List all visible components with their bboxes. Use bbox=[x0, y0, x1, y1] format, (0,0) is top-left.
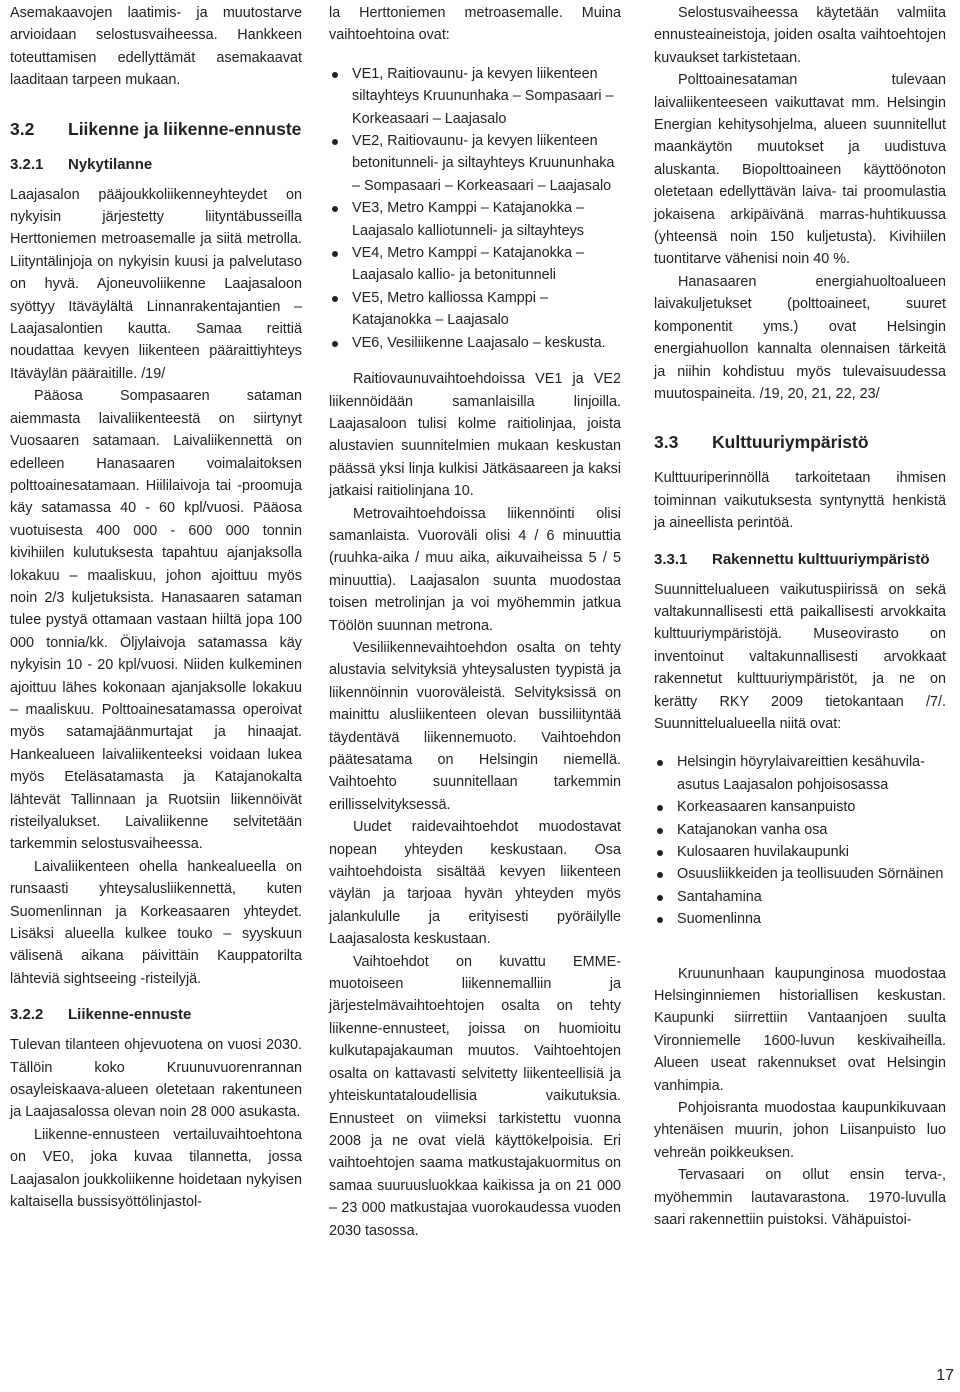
paragraph-vesi: Vesiliikennevaihtoehdon osalta on tehty alustavia selvityksiä yhteysalusten tyypistä ja liikennöinnin vuoroväleistä. Selvityksissä on mainittu alusliikenteen olevan bussiliityntää täydentävä liikennemuoto. Vaihtoehdon päätesatama on Helsingin niemellä. Vaihtoehto suunnitellaan tarkemmin erillisselvityksessä. bbox=[329, 639, 621, 813]
list-item: Santahamina bbox=[654, 886, 946, 908]
paragraph-nykytilanne: Laajasalon pääjoukkoliikenneyhteydet on nykyisin järjestetty liityntäbusseilla Herttoniemen metroasemalle ja siitä metrolla. Liityntälinjoja on nykyisin kuusi ja palvelutaso on hyvä. Ajoneuvoliikenne Laajasaloon syöttyy Itäväylältä Linnanrakentajantien – Laajasalontien kautta. Samaa reittiä noudattaa kevyen liikenteen pääraittiyhteys Itäväylän pääraitille. /19/ bbox=[10, 186, 302, 382]
paragraph-rakennettu: Suunnittelualueen vaikutuspiirissä on sekä valtakunnallisesti että paikallisesti arvokkaita kulttuuriympäristöjä. Museovirasto on inventoinut valtakunnallisesti arvokkaat rakennetut kulttuuriympäristöt, ja ne on kerätty RKY 2009 tietokantaan /7/. Suunnittelualueella niitä ovat: bbox=[654, 581, 946, 732]
heading-3-3-1 bbox=[654, 549, 946, 571]
list-item: Suomenlinna bbox=[654, 908, 946, 930]
paragraph-kruununhaka: Kruununhaan kaupunginosa muodostaa Helsinginniemen historiallisen keskustan. Kaupunki siirrettiin Vantaanjoen suulta Vironniemelle 1600-luvun keskivaiheilla. Alueen useat rakennukset ovat Helsingin vanhimpia. bbox=[654, 965, 946, 1094]
text-column-middle bbox=[329, 2, 621, 1242]
heading-3-2-1 bbox=[10, 154, 302, 176]
page-number: 17 bbox=[936, 1367, 954, 1384]
text-column-left bbox=[10, 2, 302, 1214]
list-item: VE3, Metro Kamppi – Katajanokka – Laajasalo kalliotunneli- ja siltayhteys bbox=[329, 197, 621, 242]
list-item: Korkeasaaren kansanpuisto bbox=[654, 796, 946, 818]
list-item: Katajanokan vanha osa bbox=[654, 819, 946, 841]
list-item: VE6, Vesiliikenne Laajasalo – keskusta. bbox=[329, 332, 621, 354]
list-item: Helsingin höyrylaivareittien kesähuvila-asutus Laajasalon pohjoisosassa bbox=[654, 751, 946, 796]
paragraph-energia-2: Polttoainesataman tulevaan laivaliikenteeseen vaikuttavat mm. Helsingin Energian kehitysohjelma, alueen suunnitellut maankäytön muutokset ja uudistuva aluskanta. Biopolttoaineen käyttöönoton oletetaan edellyttävän laiva- tai proomulastia jokaisena arkipäivänä marras-huhtikuussa (yhteensä noin 150 kuljetusta). Kivihiilen tuontitarve vähenisi noin 40 %. bbox=[654, 72, 946, 268]
paragraph-pohjoisranta: Pohjoisranta muodostaa kaupunkikuvaan yhtenäisen muurin, johon Liisanpuisto luo vehreän poikkeuksen. bbox=[654, 1100, 946, 1161]
heading-3-2-2 bbox=[10, 1004, 302, 1026]
paragraph-kulttuuri: Kulttuuriperinnöllä tarkoitetaan ihmisen toiminnan vaikutuksesta syntynyttä henkistä ja aineellista perintöä. bbox=[654, 470, 946, 532]
list-item: VE1, Raitiovaunu- ja kevyen liikenteen siltayhteys Kruununhaka – Sompasaari – Korkeasaari – Laajasalo bbox=[329, 63, 621, 130]
paragraph-raide: Uudet raidevaihtoehdot muodostavat nopean yhteyden keskustaan. Osa vaihtoehdoista sisältää kevyen liikenteen väylän ja tarjoaa hyvän yhteyden myös jalankululle ja erityisesti pyöräilylle Laajasalosta keskustaan. bbox=[329, 819, 621, 948]
list-item: VE4, Metro Kamppi – Katajanokka – Laajasalo kallio- ja betonitunneli bbox=[329, 242, 621, 287]
heading-number: 3.3.1 bbox=[654, 550, 688, 568]
heading-3-2 bbox=[10, 118, 302, 140]
heading-number: 3.3 bbox=[654, 432, 679, 453]
paragraph-tervasaari: Tervasaari on ollut ensin terva-, myöhemmin lautavarastona. 1970-luvulla saari rakennettiin puistoksi. Vähäpuistoi- bbox=[654, 1167, 946, 1229]
heading-title: Kulttuuriympäristö bbox=[712, 432, 869, 453]
paragraph-ennuste: Tulevan tilanteen ohjevuotena on vuosi 2030. Tällöin koko Kruunuvuorenrannan osayleiskaava-alueen oletetaan rakentuneen ja Laajasalossa olevan noin 28 000 asukasta. bbox=[10, 1037, 302, 1121]
paragraph-laivaliikenne: Laivaliikenteen ohella hankealueella on runsaasti yhteysalusliikennettä, kuten Suomenlinnan ja Korkeasaaren yhteydet. Lisäksi alueella kulkee touko – syyskuun välisenä aikana päivittäin Kauppatorilta lähteviä sightseeing -risteilyjä. bbox=[10, 858, 302, 987]
sites-list bbox=[654, 751, 946, 930]
paragraph-metro: Metrovaihtoehdoissa liikennöinti olisi samanlaista. Vuoroväli olisi 4 / 6 minuuttia (ruuhka-aika / muu aika, aikuvaiheissa 5 / 5 minuuttia). Laajasalon suunta muodostaa toisen metrolinjan ja voi myöhemmin jatkua Töölön suunnan metrona. bbox=[329, 505, 621, 634]
paragraph-vertailu: Liikenne-ennusteen vertailuvaihtoehtona on VE0, joka kuvaa tilannetta, jossa Laajasalon joukkoliikenne hoidetaan nykyisen kaltaisella bussisyöttölinjastol- bbox=[10, 1126, 302, 1211]
heading-title: Rakennettu kulttuuriympäristö bbox=[712, 550, 930, 568]
heading-number: 3.2.2 bbox=[10, 1006, 44, 1024]
alternatives-list bbox=[329, 63, 621, 354]
list-item: Osuusliikkeiden ja teollisuuden Sörnäinen bbox=[654, 863, 946, 885]
heading-3-3 bbox=[654, 431, 946, 453]
text-column-right bbox=[654, 2, 946, 1232]
paragraph-energia-1: Selostusvaiheessa käytetään valmiita ennusteaineistoja, joiden osalta vaihtoehtojen kuvaukset tarkistetaan. bbox=[654, 5, 946, 66]
paragraph-satama: Pääosa Sompasaaren sataman aiemmasta laivaliikenteestä on siirtynyt Vuosaaren satamaan. Laivaliikennettä on edelleen Hanasaaren voimalaitoksen polttoainesatamaan. Hiililaivoja tai -proomuja käy satamassa 40 - 60 kpl/vuosi. Pääosa vuotuisesta 400 000 - 600 000 tonnin kivihiilen kulutuksesta tapahtuu ajanjaksolla lokakuu – maaliskuu, johon ajoittuu myös noin 2/3 kuljetuksista. Hanasaaren sataman tulee pystyä ottamaan vastaan hiiltä jopa 100 000 tonnia/kk. Öljylaivoja satamassa käy nykyisin 10 - 20 kpl/vuosi. Niiden kulkeminen ajoittuu lähes kokonaan ajanjaksolle lokakuu – maaliskuu. Polttoainesatamassa operoivat myös satamajäänmurtajat ja hinaajat. Hankealueen laivaliikenteeksi voidaan lukea myös Eteläsatamasta ja Katajanokalta lähtevät Tallinnaan ja Ruotsiin liikennöivät risteilyalukset. Laivaliikenne selvitetään tarkemmin selostusvaiheessa. bbox=[10, 388, 302, 853]
paragraph-emme: Vaihtoehdot on kuvattu EMME-muotoiseen liikennemalliin ja järjestelmävaihtoehtojen osalta on tehty liikenne-ennusteet, joissa on huomioitu kulkutapajakauman muutos. Vaihtoehtojen osalta on kattavasti selvitetty liikenteellisiä ja yhteiskuntataloudellisia vaikutuksia. Ennusteet on viimeksi tarkistettu vuonna 2008 ja ne ovat vielä käyttökelpoisia. Eri vaihtoehtojen saama matkustajakuormitus on samaa suuruusluokkaa kaikissa ja on 21 000 – 23 000 matkustajaa vuorokaudessa vuoden 2030 tasossa. bbox=[329, 953, 621, 1239]
paragraph-continued: la Herttoniemen metroasemalle. Muina vaihtoehtoina ovat: bbox=[329, 5, 621, 44]
list-item: VE2, Raitiovaunu- ja kevyen liikenteen betonitunneli- ja siltayhteys Kruununhaka – Sompasaari – Korkeasaari – Laajasalo bbox=[329, 130, 621, 197]
heading-title: Nykytilanne bbox=[68, 155, 153, 173]
list-item: VE5, Metro kalliossa Kamppi – Katajanokka – Laajasalo bbox=[329, 287, 621, 332]
list-item: Kulosaaren huvilakaupunki bbox=[654, 841, 946, 863]
heading-title: Liikenne-ennuste bbox=[68, 1006, 192, 1024]
heading-number: 3.2 bbox=[10, 118, 35, 139]
paragraph-energia-3: Hanasaaren energiahuoltoalueen laivakuljetukset (polttoaineet, suuret komponentit yms.) ovat Helsingin energiahuollon kannalta olennaisen tärkeitä ja niihin kohdistuu myös tulevaisuudessa muutospaineita. /19, 20, 21, 22, 23/ bbox=[654, 273, 946, 402]
heading-title: Liikenne ja liikenne-ennuste bbox=[68, 118, 302, 139]
paragraph-raitio: Raitiovaunuvaihtoehdoissa VE1 ja VE2 liikennöidään samanlaisilla linjoilla. Laajasaloon tulisi kolme raitiolinjaa, joista alustavien suunnitelmien mukaan keskustan päässä yksi linja kulkisi Jätkäsaareen ja kaksi jatkaisi raitiolinjana 10. bbox=[329, 371, 621, 500]
heading-number: 3.2.1 bbox=[10, 155, 44, 173]
paragraph-intro: Asemakaavojen laatimis- ja muutostarve arvioidaan selostusvaiheessa. Hankkeen toteuttamisen edellyttämät asemakaavat laaditaan tarpeen mukaan. bbox=[10, 5, 302, 89]
